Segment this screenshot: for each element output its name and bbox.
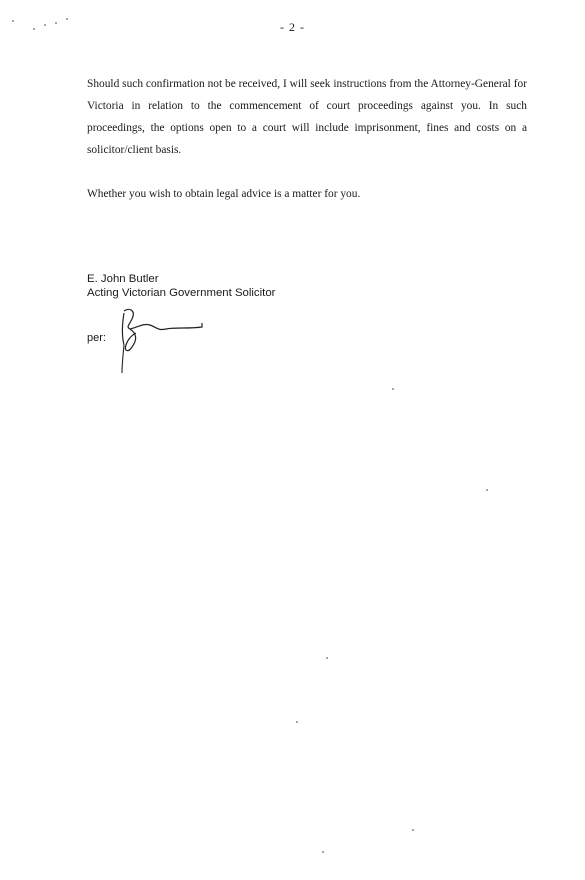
scan-artifact bbox=[322, 851, 324, 853]
page-number: - 2 - bbox=[280, 20, 305, 34]
scan-artifact bbox=[412, 829, 414, 831]
per-label: per: bbox=[87, 332, 106, 344]
signature-block bbox=[87, 272, 275, 300]
scan-artifact bbox=[296, 721, 298, 723]
body-paragraph: Should such confirmation not be received, I will seek instructions from the Attorney-General for Victoria in relation to the commencement of court proceedings against you. In such proceedings, the options open to a court will include imprisonment, fines and costs on a solicitor/client basis. bbox=[87, 78, 527, 156]
signatory-title: Acting Victorian Government Solicitor bbox=[87, 287, 276, 299]
scan-artifact bbox=[486, 489, 488, 491]
body-paragraph: Whether you wish to obtain legal advice is a matter for you. bbox=[87, 188, 361, 200]
scan-artifact bbox=[392, 388, 394, 390]
signatory-name: E. John Butler bbox=[87, 273, 159, 285]
handwritten-signature bbox=[110, 305, 210, 377]
scan-artifact bbox=[326, 657, 328, 659]
